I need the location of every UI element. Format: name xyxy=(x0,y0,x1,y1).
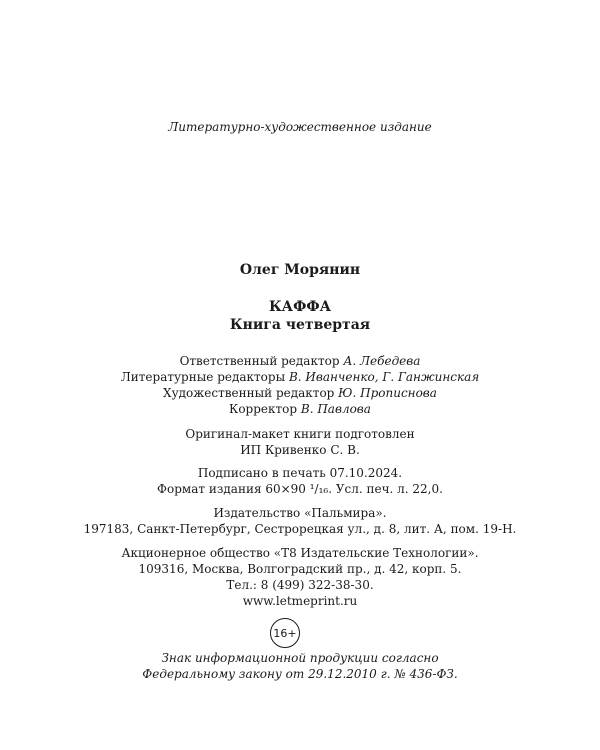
publisher-address: 197183, Санкт-Петербург, Сестрорецкая ул., д. 8, лит. А, пом. 19-Н. xyxy=(83,522,517,536)
credit-names: В. Иванченко, Г. Ганжинская xyxy=(288,370,480,384)
credit-literary-editors xyxy=(0,369,600,385)
publisher-name: Издательство «Пальмира». xyxy=(213,506,387,520)
edition-type: Литературно-художественное издание xyxy=(168,120,432,134)
credit-role: Художественный редактор xyxy=(163,386,339,400)
credit-names: Ю. Прописнова xyxy=(338,386,437,400)
printer-name: Акционерное общество «Т8 Издательские Технологии». xyxy=(121,546,479,560)
layout-line-2: ИП Кривенко С. В. xyxy=(240,443,360,457)
credit-role: Корректор xyxy=(229,402,301,416)
printer-phone: Тел.: 8 (499) 322-38-30. xyxy=(226,578,374,592)
print-signed-date: Подписано в печать 07.10.2024. xyxy=(197,466,403,480)
print-format: Формат издания 60×90 ¹/₁₆. Усл. печ. л. 22,0. xyxy=(157,482,443,496)
notice-line-2: Федеральному закону от 29.12.2010 г. № 436-ФЗ. xyxy=(142,667,458,681)
credit-names: А. Лебедева xyxy=(343,354,421,368)
credit-role: Ответственный редактор xyxy=(179,354,344,368)
book-subtitle: Книга четвертая xyxy=(229,317,371,333)
notice-line-1: Знак информационной продукции согласно xyxy=(161,651,439,665)
credit-role: Литературные редакторы xyxy=(120,370,289,384)
author-name: Олег Морянин xyxy=(239,262,361,278)
printer-address: 109316, Москва, Волгоградский пр., д. 42, корп. 5. xyxy=(138,562,462,576)
credit-editor-in-chief xyxy=(0,353,600,369)
credit-art-editor xyxy=(0,385,600,401)
printer-website: www.letmeprint.ru xyxy=(242,594,358,608)
book-title: КАФФА xyxy=(268,299,332,315)
credit-proofreader xyxy=(0,401,600,417)
credit-names: В. Павлова xyxy=(300,402,371,416)
age-rating-badge: 16+ xyxy=(270,618,300,648)
layout-line-1: Оригинал-макет книги подготовлен xyxy=(185,427,415,441)
